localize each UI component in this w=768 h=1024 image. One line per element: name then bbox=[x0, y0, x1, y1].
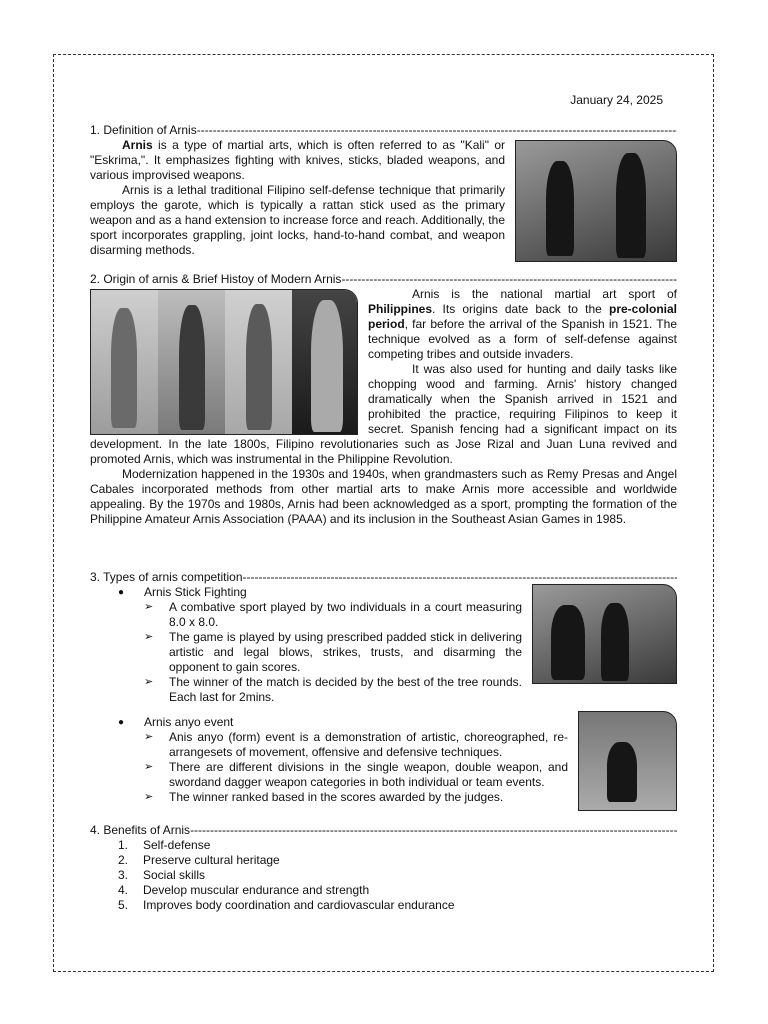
competition-type-title: Arnis Stick Fighting bbox=[144, 585, 247, 599]
arnis-sparring-photo bbox=[515, 140, 677, 262]
section-benefits bbox=[90, 823, 677, 913]
section-heading: 4. Benefits of Arnis ----- bbox=[90, 823, 677, 838]
list-item: ➢ The winner of the match is decided by the best of the tree rounds. Each last for 2mins. bbox=[144, 675, 677, 705]
list-item: 2. Preserve cultural heritage bbox=[118, 853, 280, 867]
anyo-event-points bbox=[144, 730, 677, 805]
origin-paragraph-2: It was also used for hunting and daily tasks like chopping wood and farming. Arnis' history changed dramatically when the Spanish arrived in 1521 and prohibited the practice, requiring Filipinos to keep it secret. Spanish fencing had a significant impact on its development. In the late 1800s, Filipino revolutionaries such as Jose Rizal and Juan Luna revived and promoted Arnis, which was instrumental in the Philippine Revolution. bbox=[90, 362, 677, 466]
list-item: 3. Social skills bbox=[118, 868, 206, 882]
competition-type-stick-fighting bbox=[118, 585, 677, 715]
competition-type-title: Arnis anyo event bbox=[144, 715, 234, 729]
document-date: January 24, 2025 bbox=[570, 93, 663, 107]
list-item: 4. Develop muscular endurance and strength bbox=[118, 883, 370, 897]
competition-type-list bbox=[90, 585, 677, 805]
definition-paragraph-2: Arnis is a lethal traditional Filipino self-defense technique that primarily employs the garote, which is typically a rattan stick used as the primary weapon and as a hand extension to increase force and reach. Additionally, the sport incorporates grappling, joint locks, hand-to-hand combat, and weapon disarming methods. bbox=[90, 183, 505, 257]
list-item: 1. Self-defense bbox=[118, 838, 211, 852]
origin-paragraph-3: Modernization happened in the 1930s and 1940s, when grandmasters such as Remy Presas and Angel Cabales incorporated methods from other martial arts to make Arnis more accessible and worldwide appealing. By the 1970s and 1980s, Arnis had been acknowledged as a sport, prompting the formation of the Philippine Amateur Arnis Association (PAAA) and its inclusion in the Southeast Asian Games in 1985. bbox=[90, 467, 677, 526]
stick-fighting-points bbox=[144, 600, 677, 705]
definition-paragraph-1: Arnis is a type of martial arts, which is often referred to as "Kali" or "Eskrima,". It emphasizes fighting with knives, sticks, bladed weapons, and various improvised weapons. bbox=[90, 138, 505, 182]
list-item: ➢ Anis anyo (form) event is a demonstration of artistic, choreographed, re-arrangesets of movement, offensive and defensive techniques. bbox=[144, 730, 677, 760]
list-item: ➢ A combative sport played by two individuals in a court measuring 8.0 x 8.0. bbox=[144, 600, 677, 630]
benefits-list bbox=[90, 838, 677, 913]
competition-type-anyo bbox=[118, 715, 677, 805]
list-item: ➢ The game is played by using prescribed padded stick in delivering artistic and legal blows, strikes, trusts, and disarming the opponent to gain scores. bbox=[144, 630, 677, 675]
section-definition bbox=[90, 123, 677, 262]
section-heading: 2. Origin of arnis & Brief Histoy of Modern Arnis ----- bbox=[90, 272, 677, 287]
section-heading: 3. Types of arnis competition ----- bbox=[90, 570, 677, 585]
section-heading: 1. Definition of Arnis ----- bbox=[90, 123, 677, 138]
origin-paragraph-1: Arnis is the national martial art sport of Philippines. Its origins date back to the pre-colonial period, far before the arrival of the Spanish in 1521. The technique evolved as a form of self-defense against competing tribes and outside invaders. bbox=[368, 287, 677, 361]
section-origin bbox=[90, 272, 677, 527]
list-item: ➢ The winner ranked based in the scores awarded by the judges. bbox=[144, 790, 677, 805]
list-item: ➢ There are different divisions in the single weapon, double weapon, and swordand dagger weapon categories in both individual or team events. bbox=[144, 760, 677, 790]
list-item: 5. Improves body coordination and cardiovascular endurance bbox=[118, 898, 455, 912]
arnis-history-photo-collage bbox=[90, 289, 358, 435]
section-competition-types bbox=[90, 570, 677, 811]
